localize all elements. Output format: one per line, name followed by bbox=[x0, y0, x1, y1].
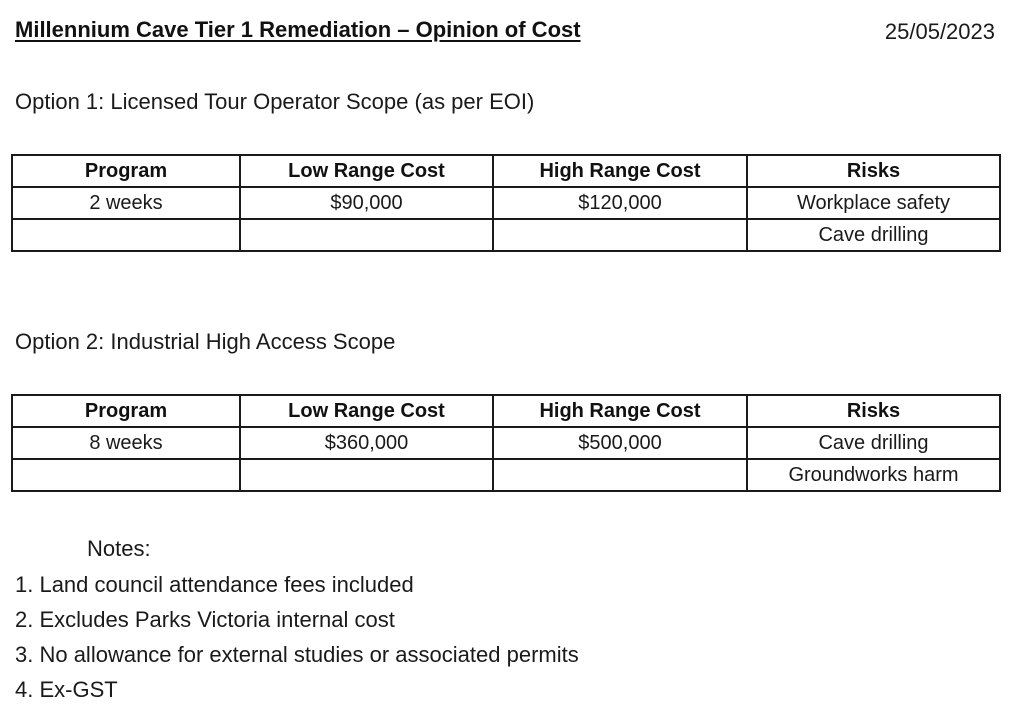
table-row bbox=[12, 427, 1000, 459]
notes-list bbox=[15, 567, 579, 707]
cell-high-cost: $500,000 bbox=[493, 427, 747, 459]
table-header-row bbox=[12, 155, 1000, 187]
column-header-risks: Risks bbox=[747, 155, 1000, 187]
note-item: 4. Ex-GST bbox=[15, 677, 118, 702]
option-2-cost-table bbox=[11, 394, 1001, 492]
cell-high-cost bbox=[493, 459, 747, 491]
column-header-risks: Risks bbox=[747, 395, 1000, 427]
cell-risk: Cave drilling bbox=[747, 219, 1000, 251]
column-header-high-cost: High Range Cost bbox=[493, 395, 747, 427]
column-header-program: Program bbox=[12, 395, 240, 427]
note-item: 1. Land council attendance fees included bbox=[15, 572, 414, 597]
cell-high-cost bbox=[493, 219, 747, 251]
option-1-cost-table bbox=[11, 154, 1001, 252]
document-title: Millennium Cave Tier 1 Remediation – Opinion of Cost bbox=[15, 17, 581, 42]
option-2-heading: Option 2: Industrial High Access Scope bbox=[15, 329, 396, 354]
column-header-program: Program bbox=[12, 155, 240, 187]
note-item: 3. No allowance for external studies or associated permits bbox=[15, 642, 579, 667]
cell-low-cost bbox=[240, 459, 493, 491]
note-item: 2. Excludes Parks Victoria internal cost bbox=[15, 607, 395, 632]
column-header-low-cost: Low Range Cost bbox=[240, 395, 493, 427]
cell-program: 2 weeks bbox=[12, 187, 240, 219]
cell-risk: Workplace safety bbox=[747, 187, 1000, 219]
option-1-heading: Option 1: Licensed Tour Operator Scope (as per EOI) bbox=[15, 89, 535, 114]
table-row bbox=[12, 219, 1000, 251]
cell-low-cost bbox=[240, 219, 493, 251]
cell-risk: Groundworks harm bbox=[747, 459, 1000, 491]
cell-low-cost: $90,000 bbox=[240, 187, 493, 219]
notes-label: Notes: bbox=[87, 536, 151, 561]
cell-high-cost: $120,000 bbox=[493, 187, 747, 219]
column-header-high-cost: High Range Cost bbox=[493, 155, 747, 187]
document-date: 25/05/2023 bbox=[884, 19, 995, 44]
cell-program bbox=[12, 219, 240, 251]
table-header-row bbox=[12, 395, 1000, 427]
cell-risk: Cave drilling bbox=[747, 427, 1000, 459]
cell-program bbox=[12, 459, 240, 491]
table-row bbox=[12, 187, 1000, 219]
cell-low-cost: $360,000 bbox=[240, 427, 493, 459]
column-header-low-cost: Low Range Cost bbox=[240, 155, 493, 187]
table-row bbox=[12, 459, 1000, 491]
cell-program: 8 weeks bbox=[12, 427, 240, 459]
